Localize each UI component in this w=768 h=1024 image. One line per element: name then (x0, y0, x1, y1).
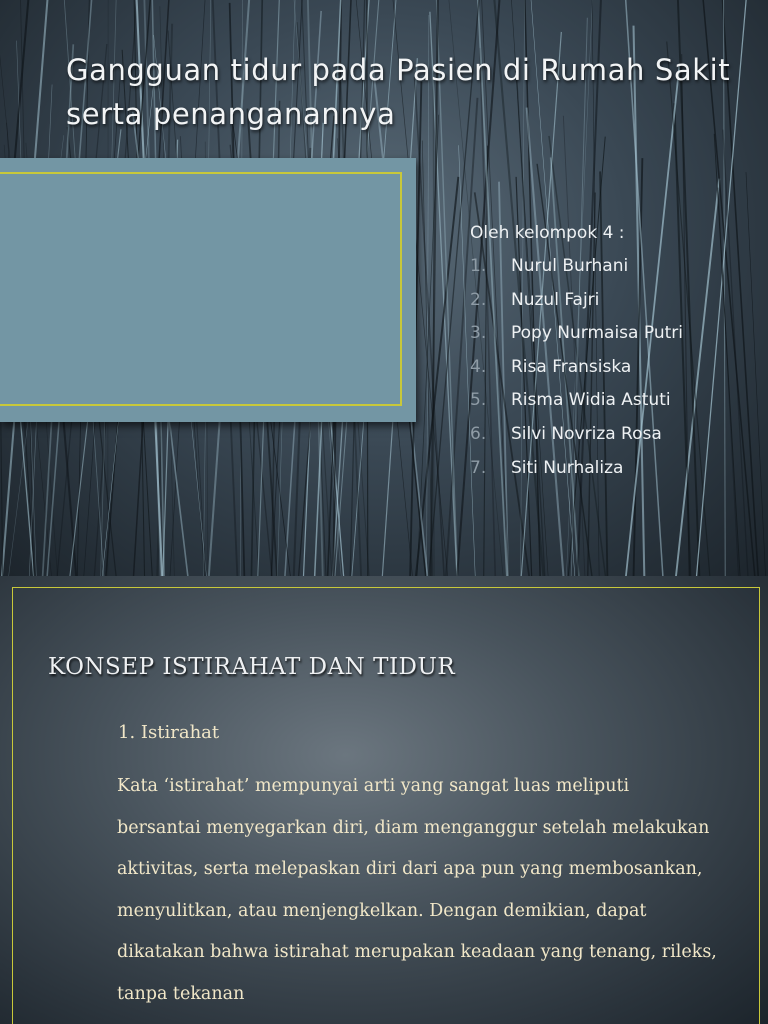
author-name: Risma Widia Astuti (511, 390, 671, 411)
teal-content-box (0, 158, 416, 422)
authors-block (470, 216, 683, 485)
author-name: Siti Nurhaliza (511, 457, 624, 478)
author-number: 5. (470, 390, 487, 411)
author-number: 2. (470, 289, 487, 310)
author-number: 1. (470, 256, 487, 276)
slide-2 (0, 576, 768, 1024)
author-item (470, 418, 683, 452)
authors-list (470, 250, 683, 485)
authors-header: Oleh kelompok 4 : (470, 223, 625, 243)
author-item (470, 250, 683, 284)
author-name: Popy Nurmaisa Putri (511, 323, 683, 344)
body-paragraph: Kata ‘istirahat’ mempunyai arti yang sangat luas meliputi bersantai menyegarkan diri, diam menganggur setelah melakukan aktivitas, serta melepaskan diri dari apa pun yang membosankan, menyulitkan, atau menjengkelkan. Dengan demikian, dapat dikatakan bahwa istirahat merupakan keadaan yang tenang, rileks, tanpa tekanan (117, 776, 717, 1004)
author-number: 4. (470, 356, 487, 377)
author-item (470, 351, 683, 385)
author-item (470, 384, 683, 418)
author-item (470, 284, 683, 318)
background-streak (718, 188, 739, 576)
slide-title: Gangguan tidur pada Pasien di Rumah Sakit serta penanganannya (66, 53, 731, 131)
author-name: Risa Fransiska (511, 356, 632, 377)
author-number: 3. (470, 323, 487, 344)
author-item (470, 452, 683, 486)
author-number: 7. (470, 457, 487, 478)
subsection-heading: 1. Istirahat (118, 722, 220, 743)
author-name: Silvi Novriza Rosa (511, 423, 662, 444)
author-name: Nuzul Fajri (511, 289, 600, 310)
teal-box-yellow-border (0, 172, 402, 406)
author-number: 6. (470, 423, 487, 444)
author-item (470, 317, 683, 351)
section-heading: KONSEP ISTIRAHAT DAN TIDUR (48, 654, 456, 680)
author-name: Nurul Burhani (511, 256, 629, 276)
